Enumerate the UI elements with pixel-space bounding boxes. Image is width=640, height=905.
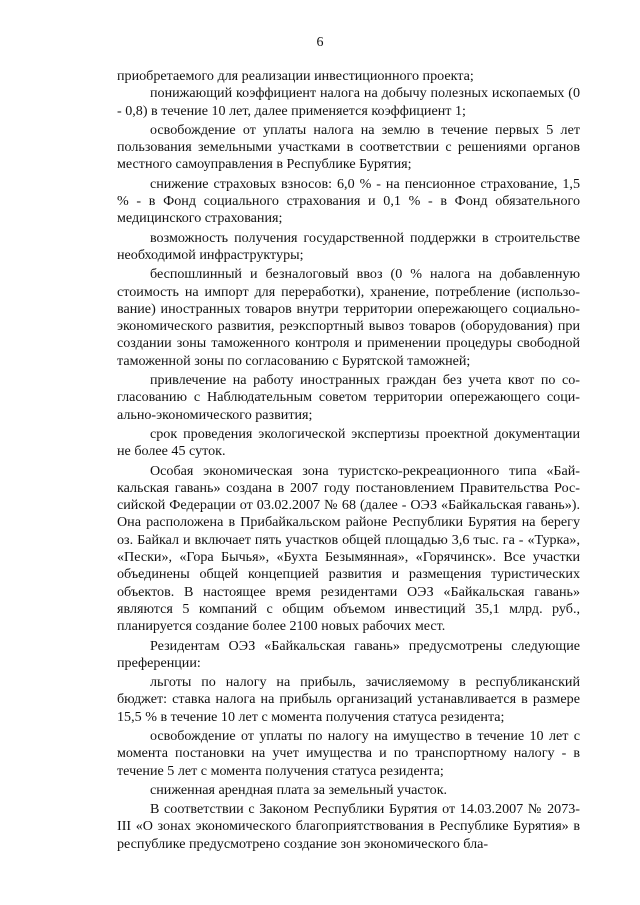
paragraph: привлечение на работу иностранных граждан без учета квот по согласованию с Наблюдательным советом территории опережающего социально-экономического развития; [117, 372, 580, 423]
document-body [117, 68, 580, 853]
paragraph: снижение страховых взносов: 6,0 % - на пенсионное страхование, 1,5 % - в Фонд социального страхования и 0,1 % - в Фонд обязательного медицинского страхования; [117, 175, 580, 227]
paragraph: Особая экономическая зона туристско-рекреационного типа «Байкальская гавань» создана в 2007 году постановлением Правительства Российской Федерации от 03.02.2007 № 68 (далее - ОЭЗ «Байкальская гавань»). Она расположена в Прибайкальском районе Республики Бурятия на берегу оз. Байкал и включает пять участков общей площадью 3,6 тыс. га - «Турка», «Пески», «Гора Бычья», «Бухта Безымянная», «Горячинск». Все участки объединены общей концепцией развития и размещения туристических объектов. В настоящее время резидентами ОЭЗ «Байкальская гавань» являются 5 компаний с общим объемом инвестиций 35,1 млрд. руб., планируется создание более 2100 новых рабочих мест. [117, 462, 580, 635]
paragraph: приобретаемого для реализации инвестиционного проекта; [117, 68, 474, 84]
paragraph: освобождение от уплаты по налогу на имущество в течение 10 лет с момента постановки на учет имущества и по транспортному налогу - в течение 5 лет с момента получения статуса резидента; [117, 727, 580, 779]
paragraph: Резидентам ОЭЗ «Байкальская гавань» предусмотрены следующие преференции: [117, 637, 580, 671]
paragraph: освобождение от уплаты налога на землю в течение первых 5 лет пользования земельными участками в соответствии с решениями органов местного самоуправления в Республике Бурятия; [117, 121, 580, 173]
paragraph: срок проведения экологической экспертизы проектной документации не более 45 суток. [117, 425, 580, 460]
paragraph: беспошлинный и безналоговый ввоз (0 % налога на добавленную стоимость на импорт для переработки), хранение, потребление (использование) иностранных товаров внутри территории опережающего социально-экономического развития, реэкспортный вывоз товаров (оборудования) при создании зоны таможенного контроля и применении процедуры свободной таможенной зоны по согласованию с Бурятской таможней; [117, 266, 580, 369]
paragraph: В соответствии с Законом Республики Бурятия от 14.03.2007 № 2073-III «О зонах экономического благоприятствования в Республике Бурятия» в республике предусмотрено создание зон экономического бла- [117, 801, 580, 852]
paragraph: льготы по налогу на прибыль, зачисляемому в республиканский бюджет: ставка налога на прибыль организаций устанавливается в размере 15,5 % в течение 10 лет с момента получения статуса резидента; [117, 674, 580, 725]
paragraph: сниженная арендная плата за земельный участок. [150, 781, 448, 798]
paragraph: понижающий коэффициент налога на добычу полезных ископаемых (0 - 0,8) в течение 10 лет, далее применяется коэффициент 1; [117, 85, 580, 119]
page-number: 6 [316, 35, 324, 50]
paragraph: возможность получения государственной поддержки в строительстве необходимой инфраструктуры; [117, 229, 580, 263]
